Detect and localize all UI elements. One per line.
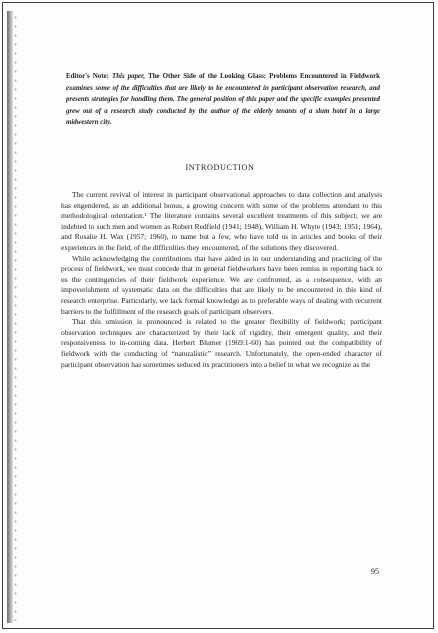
paragraph-2: While acknowledging the contributions that have aided us in our understanding and practicing of the process of fieldwork, we must concede that in general fieldworkers have been remiss in reporting back to us the contingencies of their fieldwork experience. We are confronted, as a consequence, with an impoverishment of systematic data on the difficulties that are likely to be encountered in this kind of research enterprise. Particularly, we lack formal knowledge as to preferable ways of dealing with recurrent barriers to the fulfillment of the research goals of participant observers. (61, 253, 382, 316)
editors-note (66, 71, 380, 129)
page-number: 95 (371, 567, 379, 576)
editors-note-body: examines some of the difficulties that are likely to be encountered in participant observation research, and presents strategies for handling them. The general position of this paper and the specific examples presented grew out of a research study conducted by the author of the elderly tenants of a slum hotel in a large midwestern city. (66, 84, 380, 127)
editors-note-lead: Editor's Note: (66, 73, 112, 80)
paper-title: The Other Side of the Looking Glass: Problems Encountered in Fieldwork (145, 73, 380, 80)
body-text (61, 190, 382, 370)
paragraph-3: That this omission is pronounced is related to the greater flexibility of fieldwork; participant observation techniques are characterized by their lack of rigidity, their emergent quality, and their responsiveness to in-coming data. Herbert Blumer (1969:1-60) has pointed out the compatibility of fieldwork with the conducting of “naturalistic” research. Unfortunately, the open-ended character of participant observation has sometimes seduced its practitioners into a belief in what we recognize as the (61, 317, 382, 369)
binding-stitch-texture (13, 13, 19, 621)
paragraph-1: The current revival of interest in participant observational approaches to data collection and analysis has engendered, as an additional bonus, a growing concern with some of the problems attendant to this methodological orientation.¹ The literature contains several excellent treatments of this subject; we are indebted to such men and women as Robert Redfield (1941; 1948), William H. Whyte (1943; 1951; 1964), and Rosalie H. Wax (1957; 1960), to name but a few, who have told us in articles and books of their experiences in the field, of the difficulties they encountered, of the solutions they discovered. (61, 190, 382, 252)
section-heading: INTRODUCTION (185, 163, 255, 172)
editors-note-intro: This paper, (111, 73, 146, 80)
